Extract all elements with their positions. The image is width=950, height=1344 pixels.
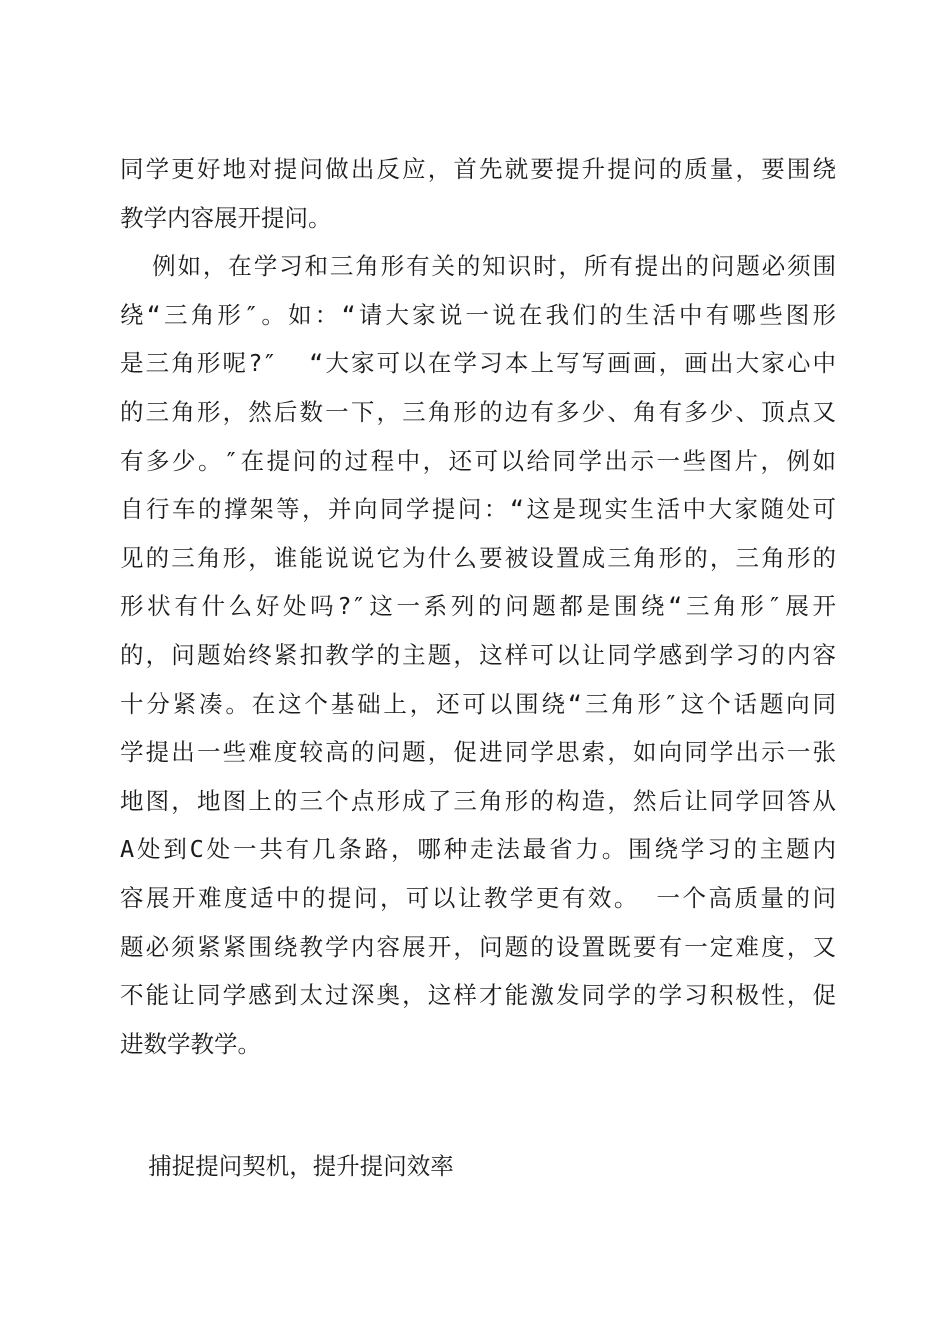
text-line: A处到C处一共有几条路，哪种走法最省力。围绕学习的主题内 xyxy=(120,835,836,864)
text-line: 容展开难度适中的提问，可以让教学更有效。 一个高质量的问 xyxy=(120,883,836,912)
text-line: 绕“三角形″。如：“请大家说一说在我们的生活中有哪些图形 xyxy=(120,300,836,329)
section-heading: 捕捉提问契机，提升提问效率 xyxy=(120,1152,454,1180)
text-line: 教学内容展开提问。 xyxy=(120,203,332,232)
text-line: 有多少。″在提问的过程中，还可以给同学出示一些图片，例如 xyxy=(120,446,836,475)
text-line: 学提出一些难度较高的问题，促进同学思索，如向同学出示一张 xyxy=(120,738,836,767)
text-line: 是三角形呢?″ “大家可以在学习本上写写画画，画出大家心中 xyxy=(120,349,836,378)
text-line: 例如，在学习和三角形有关的知识时，所有提出的问题必须围 xyxy=(120,252,836,281)
text-line: 的三角形，然后数一下，三角形的边有多少、角有多少、顶点又 xyxy=(120,397,836,426)
text-line: 不能让同学感到太过深奥，这样才能激发同学的学习积极性，促 xyxy=(120,981,836,1010)
text-line: 的，问题始终紧扣教学的主题，这样可以让同学感到学习的内容 xyxy=(120,640,836,669)
text-line: 同学更好地对提问做出反应，首先就要提升提问的质量，要围绕 xyxy=(120,155,836,183)
text-line: 形状有什么好处吗?″这一系列的问题都是围绕“三角形″展开 xyxy=(120,592,836,621)
text-line: 题必须紧紧围绕教学内容展开，问题的设置既要有一定难度，又 xyxy=(120,932,836,961)
text-line: 见的三角形，谁能说说它为什么要被设置成三角形的，三角形的 xyxy=(120,543,836,572)
text-line: 十分紧凑。在这个基础上，还可以围绕“三角形″这个话题向同 xyxy=(120,689,836,718)
body-text xyxy=(120,145,836,1068)
text-line: 进数学教学。 xyxy=(120,1029,261,1058)
text-line: 地图，地图上的三个点形成了三角形的构造，然后让同学回答从 xyxy=(120,786,836,815)
text-line: 自行车的撑架等，并向同学提问：“这是现实生活中大家随处可 xyxy=(120,495,836,524)
